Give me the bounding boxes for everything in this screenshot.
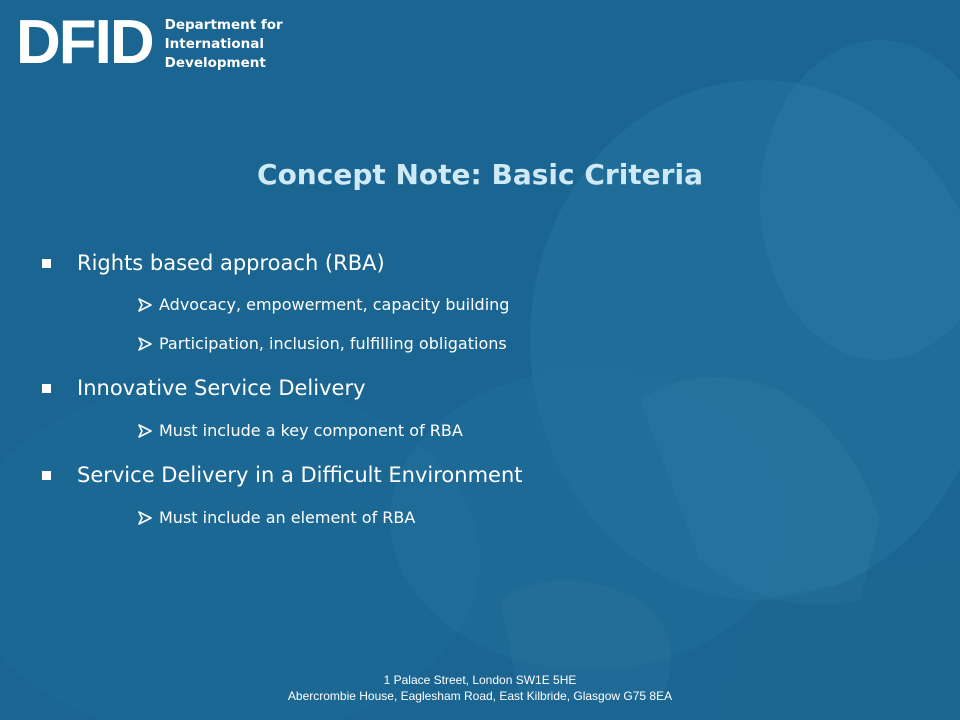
footer-line-1: 1 Palace Street, London SW1E 5HE [383,673,577,687]
sub-bullet-item [137,295,509,314]
sub-bullet-text: Must include an element of RBA [159,508,416,527]
logo-line-1: Department for [164,17,283,33]
slide-title: Concept Note: Basic Criteria [257,158,703,191]
bullet-item [42,376,366,400]
sub-bullet-text: Participation, inclusion, fulfilling obligations [159,334,507,353]
square-bullet-icon [42,471,51,480]
arrow-bullet-icon [137,423,153,439]
sub-bullet-item [137,421,463,440]
sub-bullet-text: Must include a key component of RBA [159,421,463,440]
footer-line-2: Abercrombie House, Eaglesham Road, East Kilbride, Glasgow G75 8EA [287,689,673,703]
sub-bullet-text: Advocacy, empowerment, capacity building [159,295,510,314]
bullet-text: Rights based approach (RBA) [77,251,385,275]
bullet-item [42,463,523,487]
arrow-bullet-icon [137,336,153,352]
bullet-text: Service Delivery in a Difficult Environment [77,463,523,487]
sub-bullet-item [137,334,507,353]
bullet-text: Innovative Service Delivery [77,376,366,400]
square-bullet-icon [42,384,51,393]
logo-line-3: Development [164,55,266,71]
footer-address [0,672,960,704]
logo-line-2: International [164,36,264,52]
bullet-item [42,251,385,275]
sub-bullet-item [137,508,415,527]
square-bullet-icon [42,259,51,268]
arrow-bullet-icon [137,297,153,313]
arrow-bullet-icon [137,510,153,526]
logo-mark: DFID [16,8,153,77]
